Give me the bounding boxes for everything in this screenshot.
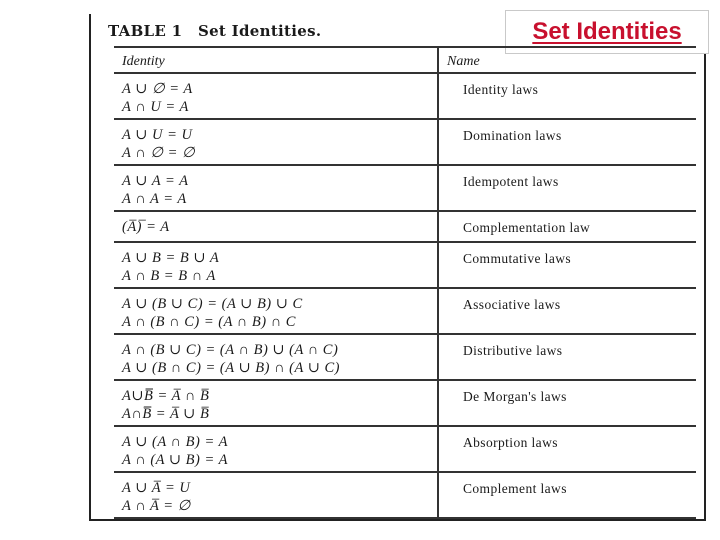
identity-formula: A ∩ ∅ = ∅	[122, 145, 196, 161]
law-name: Absorption laws	[463, 435, 558, 450]
name-column-header: Name	[438, 47, 696, 73]
identity-formula: A ∪ A̅ = U	[122, 480, 191, 496]
identity-formula: (A̅)̅ = A	[122, 219, 170, 235]
table-row	[114, 426, 696, 472]
identity-cell	[114, 381, 437, 423]
set-identities-table	[114, 46, 696, 519]
identity-formula: A ∩ B = B ∩ A	[122, 268, 216, 284]
identity-formula: A ∪ A = A	[122, 173, 189, 189]
law-name: Domination laws	[463, 128, 562, 143]
identity-formula: A∩B̅̅̅̅̅ = A̅ ∪ B̅	[122, 406, 210, 422]
law-name: Complementation law	[463, 220, 591, 235]
identity-formula: A ∩ (B ∪ C) = (A ∩ B) ∪ (A ∩ C)	[122, 342, 339, 358]
identity-formula: A ∪ B = B ∪ A	[122, 250, 220, 266]
identity-column-header: Identity	[114, 47, 438, 73]
table-caption	[108, 22, 321, 40]
identity-formula: A ∪ ∅ = A	[122, 81, 193, 97]
identity-cell	[114, 335, 437, 377]
law-name: Identity laws	[463, 82, 539, 97]
table-row	[114, 380, 696, 426]
table-row	[114, 165, 696, 211]
slide-title: Set Identities	[505, 10, 709, 54]
identity-formula: A ∪ (B ∩ C) = (A ∪ B) ∩ (A ∪ C)	[122, 360, 340, 376]
table-row	[114, 119, 696, 165]
identity-formula: A ∩ U = A	[122, 99, 189, 115]
identity-formula: A ∩ (A ∪ B) = A	[122, 452, 228, 468]
law-name: Idempotent laws	[463, 174, 559, 189]
identity-formula: A ∪ (B ∪ C) = (A ∪ B) ∪ C	[122, 296, 303, 312]
identity-cell	[114, 427, 437, 469]
identity-formula: A∪B̅̅̅̅̅ = A̅ ∩ B̅	[122, 388, 210, 404]
table-row	[114, 288, 696, 334]
table-caption-text: Set Identities.	[197, 22, 322, 40]
law-name: Distributive laws	[463, 343, 563, 358]
table-header-row	[114, 47, 696, 73]
table-number: TABLE 1	[108, 22, 183, 40]
law-name: Commutative laws	[463, 251, 572, 266]
table-row	[114, 334, 696, 380]
table-row	[114, 73, 696, 119]
identity-cell	[114, 212, 437, 236]
identity-cell	[114, 74, 437, 116]
identity-cell	[114, 243, 437, 285]
law-name: De Morgan's laws	[463, 389, 567, 404]
identity-cell	[114, 289, 437, 331]
identity-cell	[114, 473, 437, 515]
identity-formula: A ∩ A̅ = ∅	[122, 498, 191, 514]
identity-formula: A ∩ A = A	[122, 191, 187, 207]
identity-formula: A ∪ U = U	[122, 127, 193, 143]
table-row	[114, 242, 696, 288]
identity-cell	[114, 166, 437, 208]
identity-cell	[114, 120, 437, 162]
table-row	[114, 472, 696, 518]
identity-formula: A ∪ (A ∩ B) = A	[122, 434, 228, 450]
table-row	[114, 211, 696, 242]
identity-formula: A ∩ (B ∩ C) = (A ∩ B) ∩ C	[122, 314, 296, 330]
law-name: Associative laws	[463, 297, 561, 312]
law-name: Complement laws	[463, 481, 567, 496]
